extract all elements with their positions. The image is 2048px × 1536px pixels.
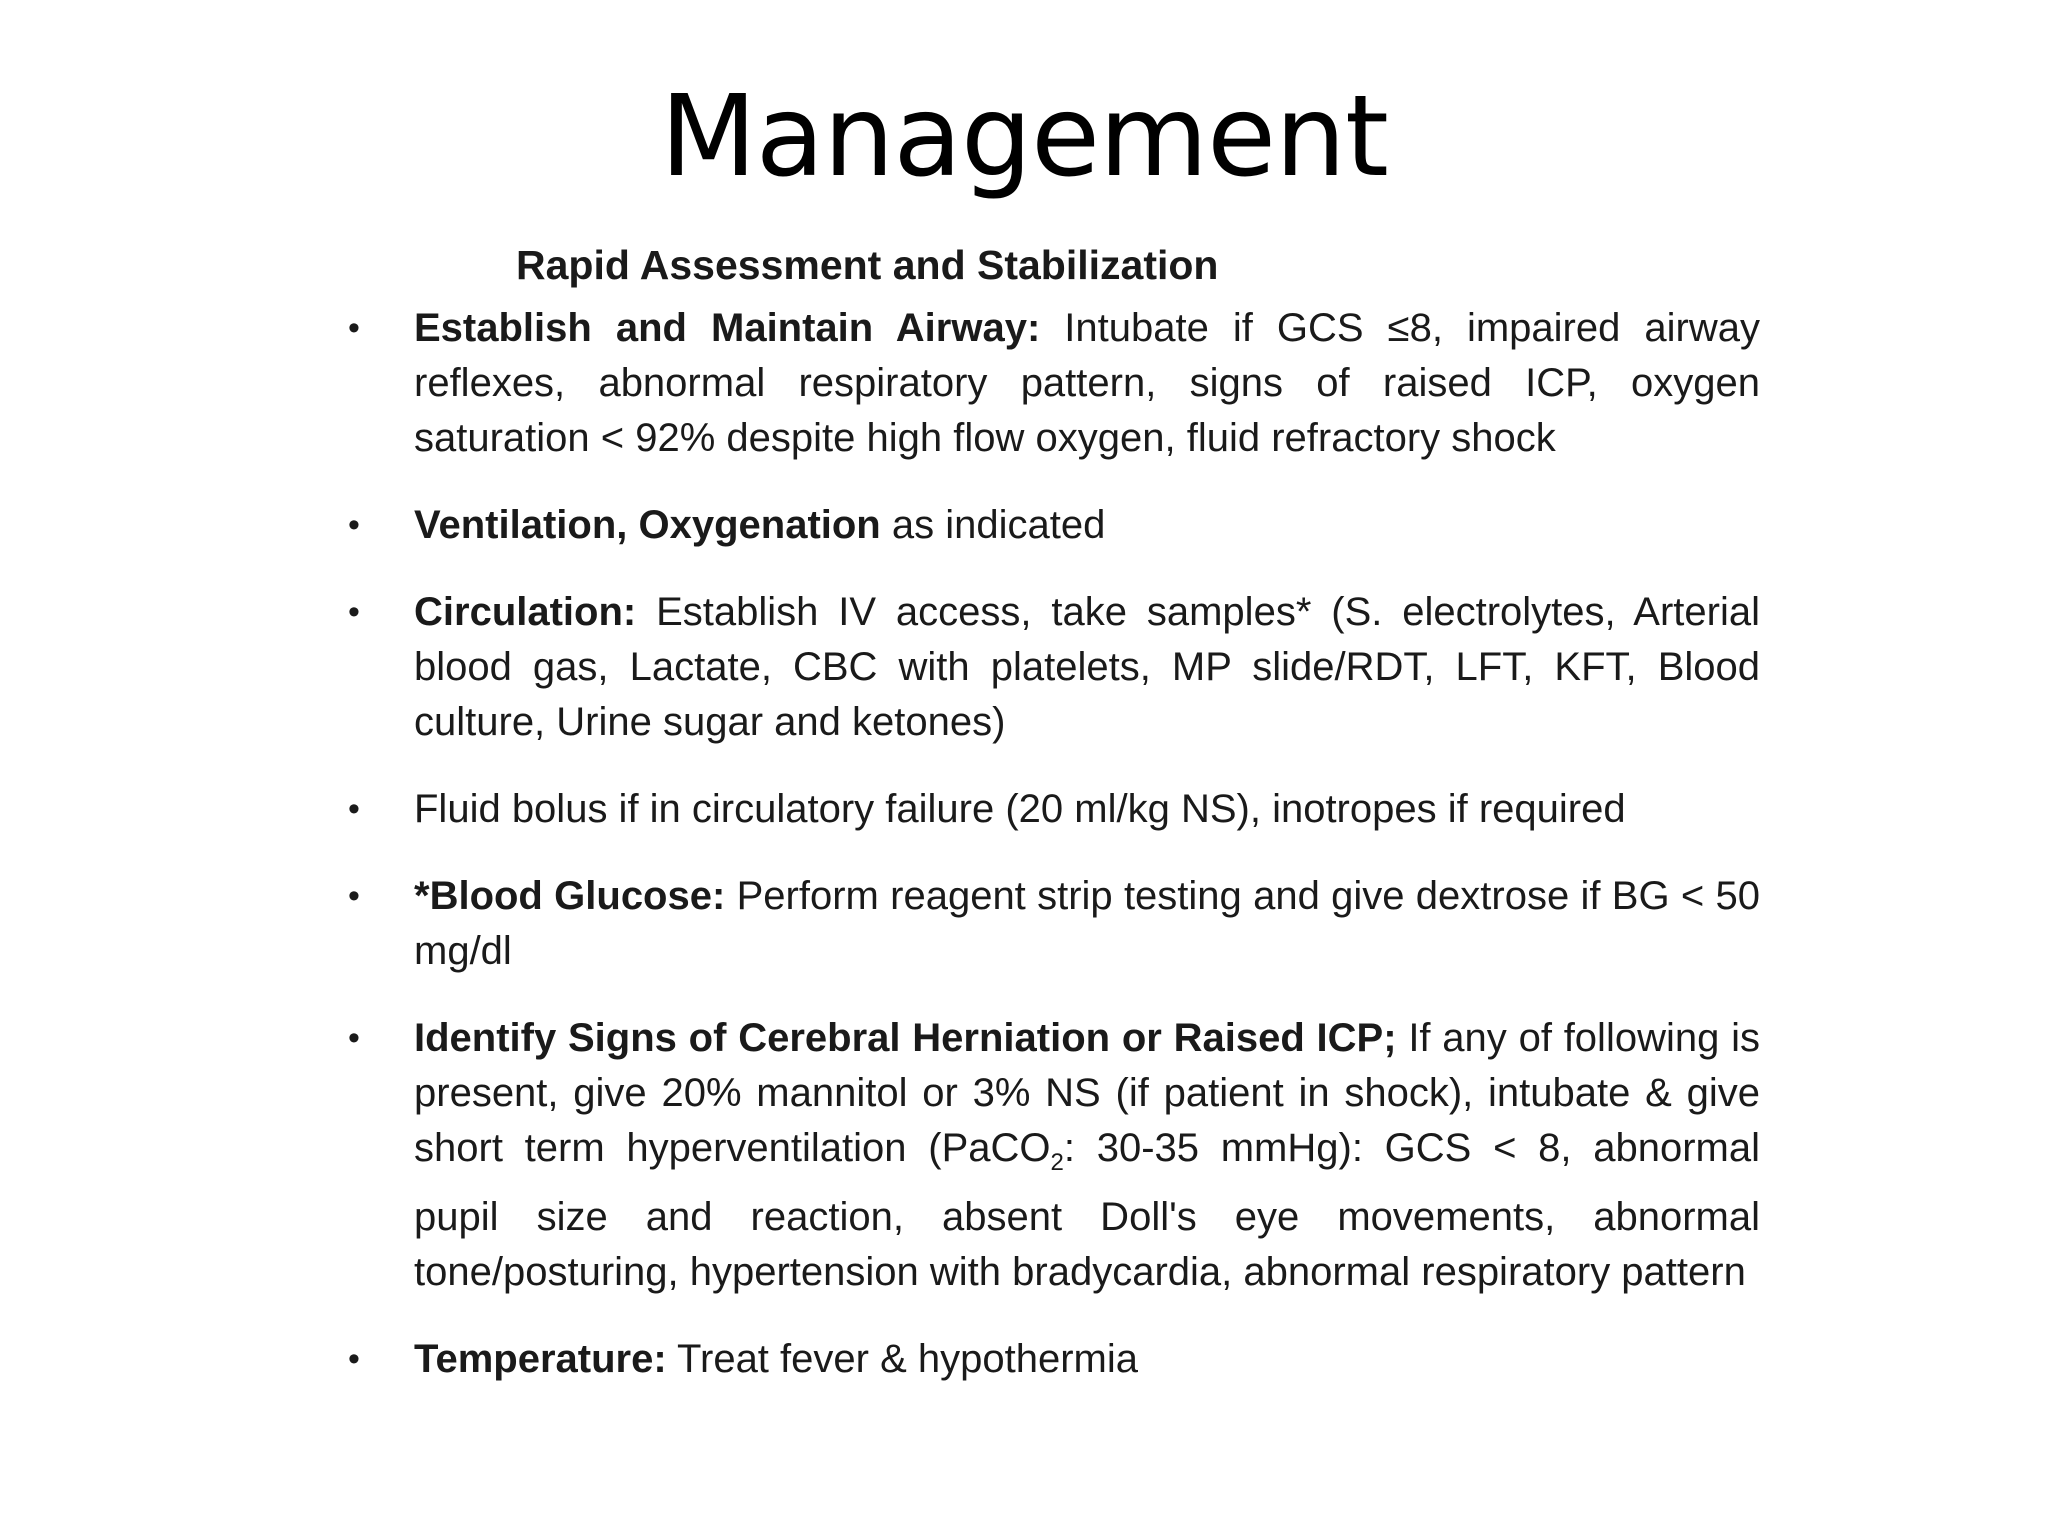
list-item-ventilation <box>330 498 1760 553</box>
list-item-circulation <box>330 585 1760 750</box>
item-lead: Establish and Maintain Airway: <box>414 306 1041 350</box>
list-item-fluid-bolus <box>330 782 1760 837</box>
bullet-dot: • <box>348 1019 360 1057</box>
item-text-continued: : 30-35 mmHg): GCS < 8, abnormal pupil size and reaction, absent Doll's eye movements, abnormal tone/posturing, hypertension with bradycardia, abnormal respiratory pattern <box>414 1126 1760 1294</box>
section-heading: Rapid Assessment and Stabilization <box>516 242 1219 288</box>
item-text: Treat fever & hypothermia <box>666 1337 1138 1381</box>
item-text: Establish IV access, take samples* (S. electrolytes, Arterial blood gas, Lactate, CBC with platelets, MP slide/RDT, LFT, KFT, Blood culture, Urine sugar and ketones) <box>414 590 1760 744</box>
item-text: If any of following is present, give 20% mannitol or 3% NS (if patient in shock), intubate & give short term hyperventilation (PaCO <box>414 1016 1760 1170</box>
subscript-2: 2 <box>1050 1149 1064 1176</box>
bullet-dot: • <box>348 790 360 828</box>
scanned-guideline-excerpt <box>330 242 1760 1419</box>
bullet-dot: • <box>348 593 360 631</box>
item-text: Intubate if GCS ≤8, impaired airway reflexes, abnormal respiratory pattern, signs of raised ICP, oxygen saturation < 92% despite high flow oxygen, fluid refractory shock <box>414 306 1760 460</box>
list-item-cerebral-herniation <box>330 1011 1760 1300</box>
item-lead: Ventilation, Oxygenation <box>414 503 881 547</box>
item-lead: Temperature: <box>414 1337 667 1381</box>
item-text: as indicated <box>880 503 1106 547</box>
item-lead: Circulation: <box>414 590 637 634</box>
bullet-dot: • <box>348 1340 360 1378</box>
item-lead: Identify Signs of Cerebral Herniation or Raised ICP; <box>414 1016 1397 1060</box>
item-text: Fluid bolus if in circulatory failure (20 ml/kg NS), inotropes if required <box>414 787 1626 831</box>
item-lead: *Blood Glucose: <box>414 874 726 918</box>
bullet-dot: • <box>348 877 360 915</box>
bullet-dot: • <box>348 309 360 347</box>
management-list <box>330 301 1760 1387</box>
slide-title: Management <box>660 72 1388 202</box>
list-item-temperature <box>330 1332 1760 1387</box>
bullet-dot: • <box>348 506 360 544</box>
list-item-airway <box>330 301 1760 466</box>
item-text: Perform reagent strip testing and give dextrose if BG < 50 mg/dl <box>414 874 1760 973</box>
list-item-blood-glucose <box>330 869 1760 979</box>
